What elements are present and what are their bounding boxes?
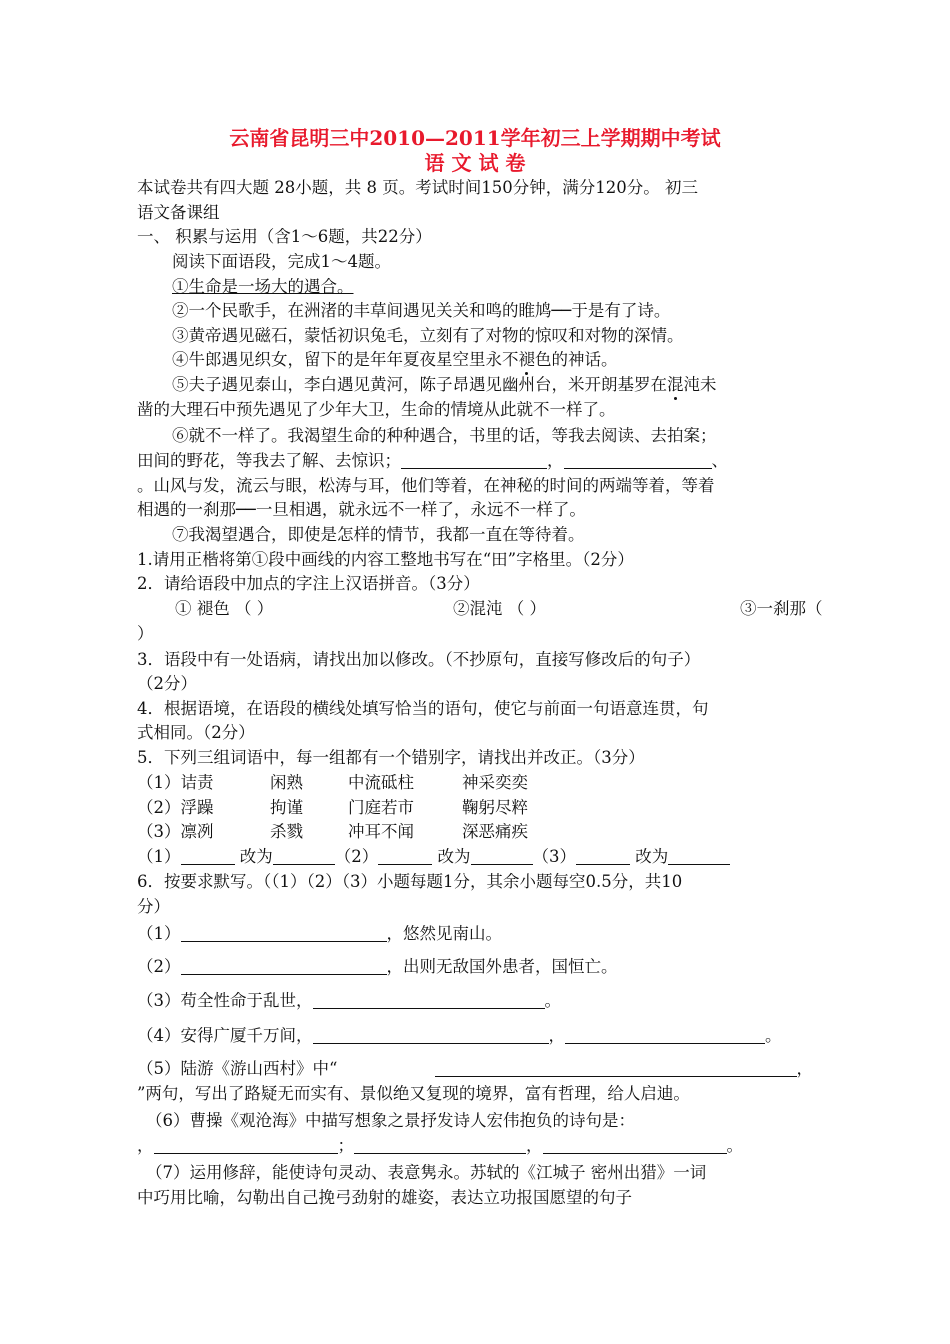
text: 、 [711, 451, 728, 470]
text: 。 [544, 991, 561, 1010]
recite-5-cont: ”两句，写出了路疑无而实有、景似绝又复现的境界，富有哲理，给人启迪。 [137, 1084, 690, 1103]
text: ，悠然见南山。 [386, 924, 502, 943]
correction-answers [137, 845, 813, 869]
question-6-cont: 分） [137, 897, 170, 916]
label: （1） [137, 847, 181, 866]
recite-3 [137, 989, 813, 1013]
text: ； [337, 1136, 354, 1155]
text: ⑤夫子遇见泰山，李白遇见黄河，陈子昂遇见幽州台，米开朗基罗在 [172, 375, 667, 394]
blank[interactable] [181, 923, 387, 942]
word: 神采奕奕 [462, 773, 528, 792]
word: 门庭若市 [348, 798, 414, 817]
word: （3）凛冽 [137, 822, 214, 841]
label: 改为 [437, 847, 471, 866]
passage-para-1 [172, 275, 848, 299]
passage-para-6: ⑥就不一样了。我渴望生命的种种遇合，书里的话，等我去阅读、去拍案； [172, 426, 717, 445]
blank[interactable] [313, 1025, 549, 1044]
intro-line: 语文备课组 [137, 203, 220, 222]
word: 冲耳不闻 [348, 822, 414, 841]
passage-para-6-cont: 相遇的一刹那──一旦相遇，就永远不一样了，永远不一样了。 [137, 500, 586, 519]
passage-para-3: ③黄帝遇见磁石，蒙恬初识兔毛，立刻有了对物的惊叹和对物的深情。 [172, 326, 684, 345]
label: （2） [137, 957, 181, 976]
text: 。 [765, 1026, 782, 1045]
blank[interactable] [154, 1135, 338, 1154]
text: ④牛郎遇见织女，留下的是年年夏夜星空里永不 [172, 350, 519, 369]
passage-para-5-cont: 凿的大理石中预先遇见了少年大卫，生命的情境从此就不一样了。 [137, 400, 616, 419]
passage-para-6-cont [137, 449, 813, 473]
question-1: 1.请用正楷将第①段中画线的内容工整地书写在“田”字格里。（2分） [137, 550, 634, 569]
word: 闲熟 [270, 773, 303, 792]
label: 改为 [239, 847, 273, 866]
question-3-cont: （2分） [137, 674, 197, 693]
blank[interactable] [471, 846, 533, 865]
passage-para-2: ②一个民歌手，在洲渚的丰草间遇见关关和鸣的睢鸠──于是有了诗。 [172, 301, 671, 320]
word: 拘谨 [270, 798, 303, 817]
blank[interactable] [565, 1025, 765, 1044]
exam-title: 云南省昆明三中2010—2011学年初三上学期期中考试 [229, 126, 721, 150]
word: （1）诘责 [137, 773, 214, 792]
text: 田间的野花，等我去了解、去惊识； [137, 451, 401, 470]
intro-line: 本试卷共有四大题 28小题，共 8 页。考试时间150分钟，满分120分。 初三 [137, 178, 698, 197]
passage-para-4 [172, 348, 848, 372]
blank[interactable] [564, 450, 712, 469]
option: ③一刹那（ [740, 599, 823, 618]
recite-6: （6）曹操《观沧海》中描写想象之景抒发诗人宏伟抱负的诗句是： [146, 1111, 635, 1130]
question-3: 3．语段中有一处语病，请找出加以修改。（不抄原句，直接写修改后的句子） [137, 650, 701, 669]
blank[interactable] [354, 1135, 526, 1154]
option: ① 褪色 （ ） [175, 599, 274, 618]
word: 中流砥柱 [348, 773, 414, 792]
question-2: 2．请给语段中加点的字注上汉语拼音。（3分） [137, 574, 480, 593]
passage-para-7: ⑦我渴望遇合，即使是怎样的情节，我都一直在等待着。 [172, 525, 585, 544]
word: 杀戮 [270, 822, 303, 841]
passage-para-5 [172, 373, 848, 397]
dotted-char: 混 [667, 375, 684, 394]
recite-7-cont: 中巧用比喻，勾勒出自己挽弓劲射的雄姿，表达立功报国愿望的句子 [137, 1188, 632, 1207]
blank[interactable] [435, 1058, 797, 1077]
underlined-text: ①生命是一场大的遇合。 [172, 277, 354, 296]
blank[interactable] [576, 846, 630, 865]
text: ，出则无敌国外患者，国恒亡。 [386, 957, 618, 976]
exam-subtitle: 语 文 试 卷 [424, 151, 526, 175]
label: （2） [334, 847, 379, 866]
text: ， [547, 451, 564, 470]
blank[interactable] [668, 846, 730, 865]
text: 色的神话。 [535, 350, 618, 369]
recite-6-cont [137, 1134, 813, 1158]
text: （3）苟全性命于乱世， [137, 991, 313, 1010]
blank[interactable] [378, 846, 432, 865]
text: （4）安得广厦千万间， [137, 1026, 313, 1045]
passage-para-6-cont: 。山风与发，流云与眼，松涛与耳，他们等着，在神秘的时间的两端等着，等着 [137, 476, 715, 495]
blank[interactable] [273, 846, 335, 865]
section-heading: 一、 积累与运用（含1～6题，共22分） [137, 227, 432, 246]
blank[interactable] [401, 450, 547, 469]
recite-5 [137, 1057, 813, 1081]
instruction: 阅读下面语段，完成1〜4题。 [172, 252, 391, 271]
recite-4 [137, 1024, 813, 1048]
question-4-cont: 式相同。（2分） [137, 723, 255, 742]
question-6: 6．按要求默写。（（1）（2）（3）小题每题1分，其余小题每空0.5分，共10 [137, 872, 683, 891]
label: 改为 [635, 847, 669, 866]
word: 鞠躬尽粹 [462, 798, 528, 817]
text: ， [548, 1026, 565, 1045]
blank[interactable] [181, 956, 387, 975]
label: （1） [137, 924, 181, 943]
blank[interactable] [313, 990, 545, 1009]
dotted-char: 褪 [518, 350, 535, 369]
question-4: 4．根据语境，在语段的横线处填写恰当的语句，使它与前面一句语意连贯，句 [137, 699, 709, 718]
recite-1 [137, 922, 813, 946]
text: ， [137, 1136, 154, 1155]
text: 沌未 [683, 375, 717, 394]
text: （5）陆游《游山西村》中“ [137, 1059, 338, 1078]
recite-2 [137, 955, 813, 979]
word: （2）浮躁 [137, 798, 214, 817]
word: 深恶痛疾 [462, 822, 528, 841]
question-5: 5．下列三组词语中，每一组都有一个错别字，请找出并改正。（3分） [137, 748, 645, 767]
question-2-options-cont: ） [137, 624, 154, 643]
label: （3） [532, 847, 576, 866]
text: ， [796, 1059, 813, 1078]
blank[interactable] [181, 846, 235, 865]
text: 。 [726, 1136, 743, 1155]
option: ②混沌 （ ） [453, 599, 546, 618]
blank[interactable] [543, 1135, 727, 1154]
text: ， [526, 1136, 543, 1155]
recite-7: （7）运用修辞，能使诗句灵动、表意隽永。苏轼的《江城子 密州出猎》一词 [146, 1163, 707, 1182]
